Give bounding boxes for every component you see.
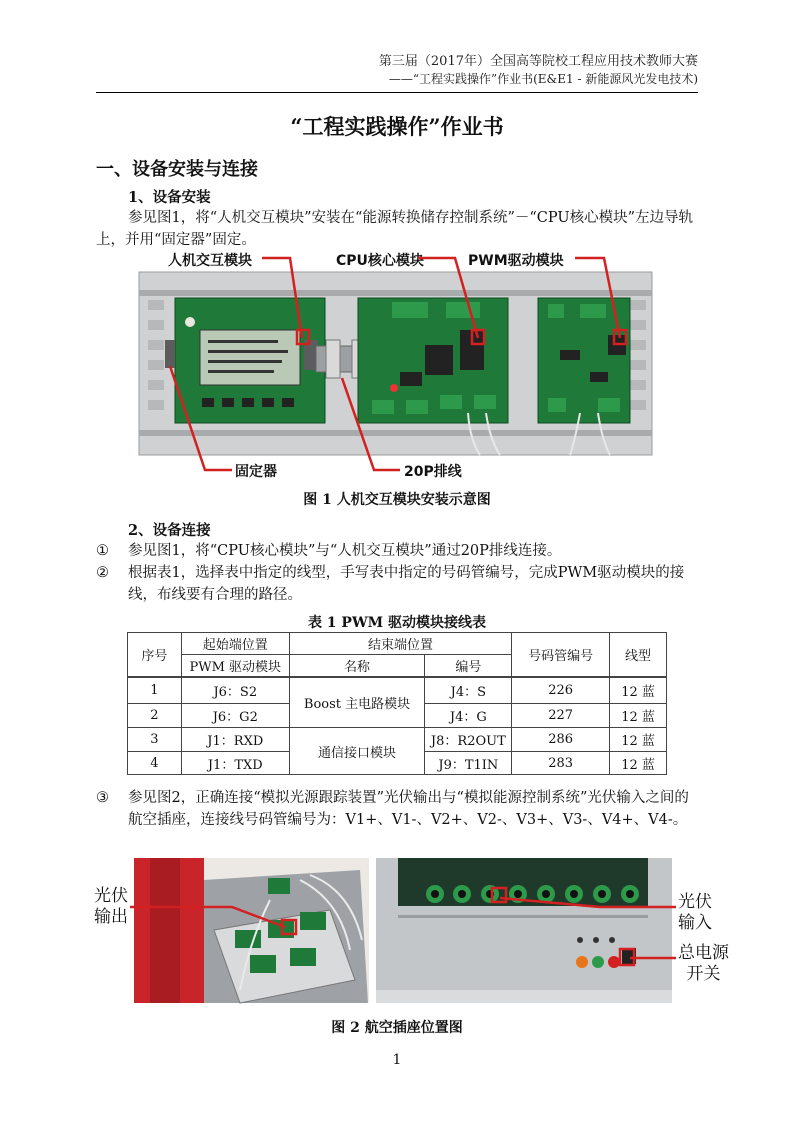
label-pv-input-line2: 输入 bbox=[678, 913, 712, 933]
cell-start: J6：S2 bbox=[181, 677, 289, 704]
cell-wire: 12 蓝 bbox=[610, 677, 667, 704]
list-item-1-number: ① bbox=[96, 543, 109, 559]
label-cpu-module: CPU核心模块 bbox=[336, 253, 424, 269]
subsection-2-heading: 2、设备连接 bbox=[128, 522, 211, 539]
table-1-caption: 表 1 PWM 驱动模块接线表 bbox=[307, 615, 487, 631]
list-item-1-text: 参见图1，将“CPU核心模块”与“人机交互模块”通过20P排线连接。 bbox=[128, 543, 562, 559]
subsection-1-text: 参见图1，将“人机交互模块”安装在“能源转换储存控制系统”－“CPU核心模块”左边导轨上，并用“固定器”固定。 bbox=[96, 210, 694, 248]
label-20p-cable: 20P排线 bbox=[404, 464, 462, 480]
th-end: 结束端位置 bbox=[289, 633, 512, 655]
section-heading: 一、设备安装与连接 bbox=[96, 159, 258, 180]
header-line-1: 第三届（2017年）全国高等院校工程应用技术教师大赛 bbox=[378, 54, 698, 69]
label-pv-output-line1: 光伏 bbox=[94, 886, 128, 906]
cell-tube: 226 bbox=[512, 677, 610, 704]
cell-start: J6：G2 bbox=[181, 704, 289, 728]
page-number: 1 bbox=[392, 1052, 402, 1068]
list-item-2-text: 根据表1，选择表中指定的线型，手写表中指定的号码管编号，完成PWM驱动模块的接线，布线要有合理的路径。 bbox=[128, 565, 685, 603]
figure-2-caption: 图 2 航空插座位置图 bbox=[331, 1020, 463, 1036]
label-pv-input-line1: 光伏 bbox=[678, 892, 712, 912]
label-pv-input bbox=[678, 892, 712, 934]
list-item-2-number: ② bbox=[96, 565, 109, 581]
cell-wire: 12 蓝 bbox=[610, 728, 667, 752]
list-item-3-text: 参见图2，正确连接“模拟光源跟踪装置”光伏输出与“模拟能源控制系统”光伏输入之间的航空插座，连接线号码管编号为：V1+、V1-、V2+、V2-、V3+、V3-、V4+、V4-。 bbox=[128, 790, 689, 828]
figure-1-caption: 图 1 人机交互模块安装示意图 bbox=[303, 492, 491, 508]
cell-seq: 1 bbox=[128, 677, 182, 704]
th-start: 起始端位置 bbox=[181, 633, 289, 655]
th-start-sub: PWM 驱动模块 bbox=[181, 655, 289, 678]
cell-end-num: J8：R2OUT bbox=[425, 728, 512, 752]
cell-wire: 12 蓝 bbox=[610, 752, 667, 775]
list-item-3-number: ③ bbox=[96, 790, 109, 806]
label-pv-output-line2: 输出 bbox=[94, 907, 128, 927]
cell-seq: 3 bbox=[128, 728, 182, 752]
cell-seq: 2 bbox=[128, 704, 182, 728]
label-main-switch-line2: 开关 bbox=[686, 964, 721, 984]
cell-tube: 286 bbox=[512, 728, 610, 752]
cell-tube: 283 bbox=[512, 752, 610, 775]
th-end-num: 编号 bbox=[425, 655, 512, 678]
th-seq: 序号 bbox=[128, 633, 182, 678]
cell-tube: 227 bbox=[512, 704, 610, 728]
label-fixer: 固定器 bbox=[235, 464, 277, 480]
label-hmi-module: 人机交互模块 bbox=[168, 253, 252, 269]
header-line-2: ——“工程实践操作”作业书(E&E1 - 新能源风光发电技术) bbox=[388, 72, 698, 86]
label-main-switch-line1: 总电源 bbox=[678, 943, 729, 963]
subsection-1-heading: 1、设备安装 bbox=[128, 189, 211, 206]
label-pwm-module: PWM驱动模块 bbox=[468, 253, 564, 269]
label-pv-output bbox=[94, 886, 128, 928]
cell-end-name: 通信接口模块 bbox=[289, 728, 425, 775]
document-title: “工程实践操作”作业书 bbox=[290, 114, 504, 139]
th-wire: 线型 bbox=[610, 633, 667, 678]
cell-seq: 4 bbox=[128, 752, 182, 775]
cell-end-num: J9：T1IN bbox=[425, 752, 512, 775]
cell-start: J1：RXD bbox=[181, 728, 289, 752]
label-main-switch bbox=[678, 943, 729, 985]
th-tube: 号码管编号 bbox=[512, 633, 610, 678]
cell-start: J1：TXD bbox=[181, 752, 289, 775]
cell-end-num: J4：G bbox=[425, 704, 512, 728]
cell-end-name: Boost 主电路模块 bbox=[289, 677, 425, 728]
cell-wire: 12 蓝 bbox=[610, 704, 667, 728]
th-end-name: 名称 bbox=[289, 655, 425, 678]
cell-end-num: J4：S bbox=[425, 677, 512, 704]
